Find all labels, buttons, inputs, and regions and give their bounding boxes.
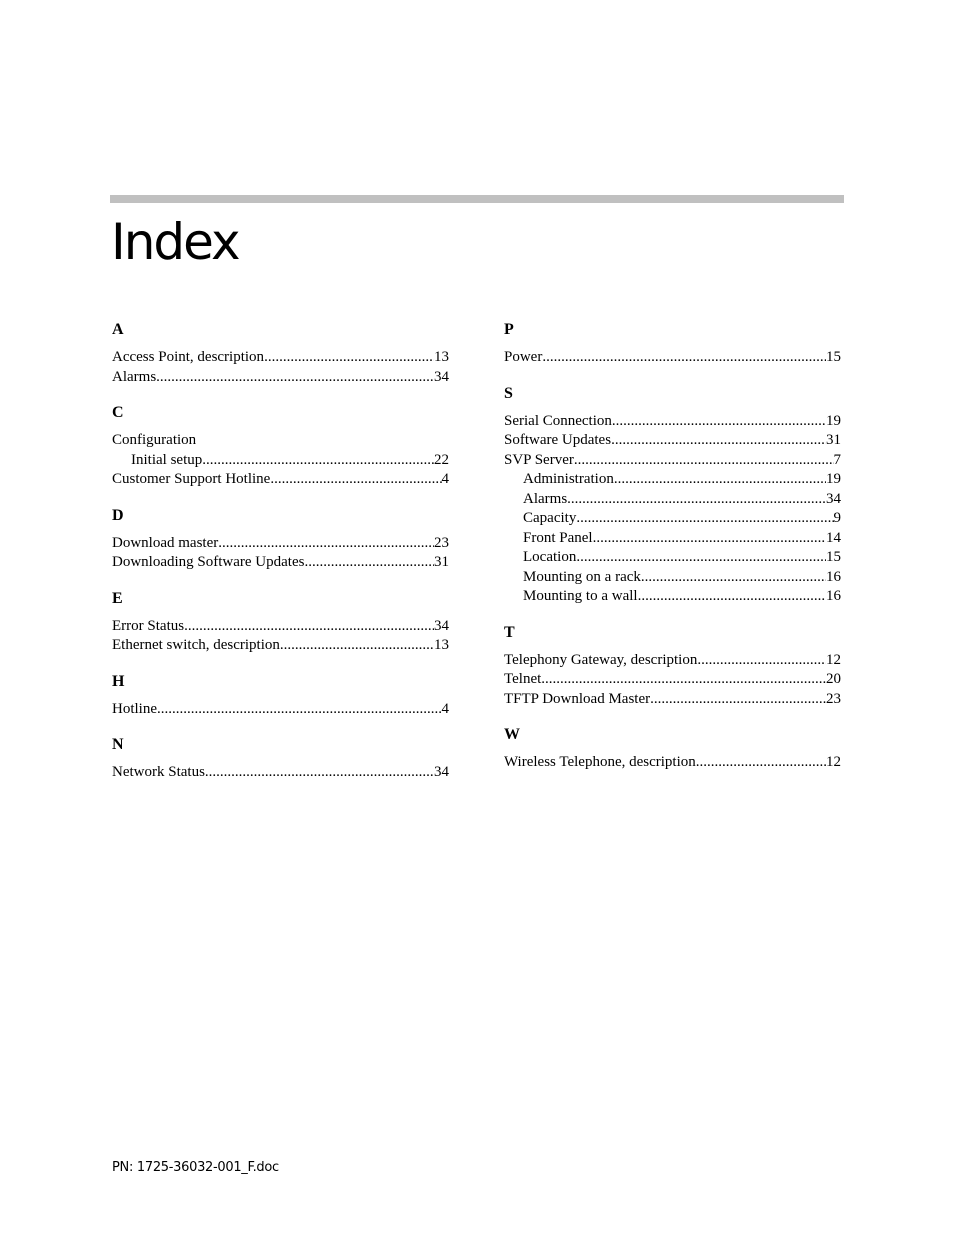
entry-label: Error Status <box>112 617 185 634</box>
index-entry <box>504 690 841 710</box>
title-rule <box>110 195 844 203</box>
index-section-w <box>504 723 841 773</box>
index-entry <box>504 670 841 690</box>
index-entry <box>112 368 449 388</box>
dot-leader <box>270 470 441 490</box>
entry-label: Mounting on a rack <box>523 568 641 585</box>
index-entry <box>112 470 449 490</box>
dot-leader <box>205 763 434 783</box>
entry-label: Front Panel <box>523 529 593 546</box>
dot-leader <box>576 509 833 529</box>
entry-label: Power <box>504 349 543 365</box>
entry-page-number: 4 <box>441 471 449 487</box>
entry-page-number: 14 <box>826 529 841 546</box>
dot-leader <box>542 348 826 368</box>
dot-leader <box>650 690 826 710</box>
document-footer: PN: 1725-36032-001_F.doc <box>112 1160 279 1175</box>
entry-label: Alarms <box>523 490 568 507</box>
dot-leader <box>567 490 826 510</box>
entry-page-number: 15 <box>826 549 841 565</box>
index-section-h <box>112 670 449 720</box>
entry-page-number: 34 <box>826 490 841 507</box>
section-letter: C <box>112 404 124 421</box>
section-letter: N <box>112 736 124 753</box>
entry-label: Downloading Software Updates <box>112 554 305 570</box>
entry-label: Hotline <box>112 700 157 717</box>
entry-label: Download master <box>112 534 219 551</box>
page-title: Index <box>111 213 239 271</box>
entry-page-number: 13 <box>434 637 449 653</box>
dot-leader <box>574 451 834 471</box>
entry-page-number: 34 <box>434 368 449 385</box>
dot-leader <box>156 368 434 388</box>
index-entry <box>112 431 449 451</box>
section-letter: T <box>504 623 515 641</box>
dot-leader <box>697 651 826 671</box>
index-entry <box>112 763 449 783</box>
dot-leader <box>641 568 826 588</box>
index-subentry <box>504 587 841 607</box>
index-entry <box>504 451 841 471</box>
index-entry <box>504 348 841 368</box>
entry-label: Telnet <box>504 671 542 687</box>
dot-leader <box>612 412 826 432</box>
section-letter: S <box>504 384 513 402</box>
index-entry <box>504 753 841 773</box>
entry-label: Serial Connection <box>504 412 612 429</box>
dot-leader <box>541 670 826 690</box>
entry-page-number: 23 <box>434 534 449 551</box>
entry-page-number: 15 <box>826 349 841 365</box>
entry-page-number: 16 <box>826 588 841 604</box>
entry-label: Telephony Gateway, description <box>504 651 698 668</box>
section-letter: W <box>504 726 520 743</box>
entry-page-number: 31 <box>434 554 449 570</box>
dot-leader <box>614 470 826 490</box>
entry-label: Access Point, description <box>112 349 265 365</box>
section-letter: E <box>112 589 123 607</box>
index-subentry <box>504 470 841 490</box>
dot-leader <box>157 700 442 720</box>
index-section-c <box>112 401 449 490</box>
index-subentry <box>504 568 841 588</box>
section-letter: P <box>504 321 514 338</box>
entry-page-number: 34 <box>434 617 449 634</box>
dot-leader <box>611 431 826 451</box>
dot-leader <box>638 587 826 607</box>
entry-label: TFTP Download Master <box>504 690 651 707</box>
dot-leader <box>576 548 826 568</box>
dot-leader <box>202 451 434 471</box>
entry-page-number: 34 <box>434 764 449 780</box>
index-entry <box>112 348 449 368</box>
dot-leader <box>304 553 434 573</box>
dot-leader <box>218 534 434 554</box>
index-entry <box>504 431 841 451</box>
index-entry <box>112 534 449 554</box>
index-subentry <box>504 529 841 549</box>
index-subentry <box>112 451 449 471</box>
dot-leader <box>696 753 826 773</box>
entry-label: SVP Server <box>504 451 574 468</box>
index-section-t <box>504 621 841 710</box>
entry-label: Alarms <box>112 368 157 385</box>
entry-label: Capacity <box>523 510 577 526</box>
index-right-column <box>504 318 841 787</box>
dot-leader <box>593 529 826 549</box>
index-left-column <box>112 318 449 797</box>
entry-page-number: 23 <box>826 690 841 707</box>
entry-label: Wireless Telephone, description <box>504 754 696 770</box>
entry-label: Ethernet switch, description <box>112 637 280 653</box>
entry-label: Network Status <box>112 764 205 780</box>
entry-page-number: 19 <box>826 471 841 487</box>
index-subentry <box>504 490 841 510</box>
entry-label: Configuration <box>112 432 197 448</box>
index-entry <box>504 412 841 432</box>
index-entry <box>112 700 449 720</box>
index-subentry <box>504 548 841 568</box>
entry-label: Customer Support Hotline <box>112 471 271 487</box>
dot-leader <box>264 348 434 368</box>
entry-page-number: 7 <box>833 451 841 468</box>
index-section-a <box>112 318 449 387</box>
entry-page-number: 22 <box>434 451 449 468</box>
index-entry <box>112 553 449 573</box>
entry-label: Location <box>523 549 577 565</box>
dot-leader <box>280 636 434 656</box>
entry-label: Initial setup <box>131 451 203 468</box>
index-section-d <box>112 504 449 573</box>
index-entry <box>112 617 449 637</box>
index-entry <box>504 651 841 671</box>
dot-leader <box>184 617 434 637</box>
section-letter: A <box>112 321 124 338</box>
entry-page-number: 12 <box>826 754 841 770</box>
index-subentry <box>504 509 841 529</box>
entry-page-number: 20 <box>826 671 841 687</box>
entry-page-number: 9 <box>833 510 841 526</box>
index-section-p <box>504 318 841 368</box>
entry-label: Mounting to a wall <box>523 588 638 604</box>
entry-page-number: 16 <box>826 568 841 585</box>
section-letter: H <box>112 672 125 690</box>
entry-label: Software Updates <box>504 432 612 448</box>
entry-label: Administration <box>523 471 614 487</box>
section-letter: D <box>112 506 124 524</box>
entry-page-number: 19 <box>826 412 841 429</box>
entry-page-number: 13 <box>434 349 449 365</box>
index-section-s <box>504 382 841 607</box>
entry-page-number: 4 <box>441 700 449 717</box>
index-section-e <box>112 587 449 656</box>
index-entry <box>112 636 449 656</box>
index-section-n <box>112 733 449 783</box>
entry-page-number: 31 <box>826 432 841 448</box>
entry-page-number: 12 <box>826 651 841 668</box>
